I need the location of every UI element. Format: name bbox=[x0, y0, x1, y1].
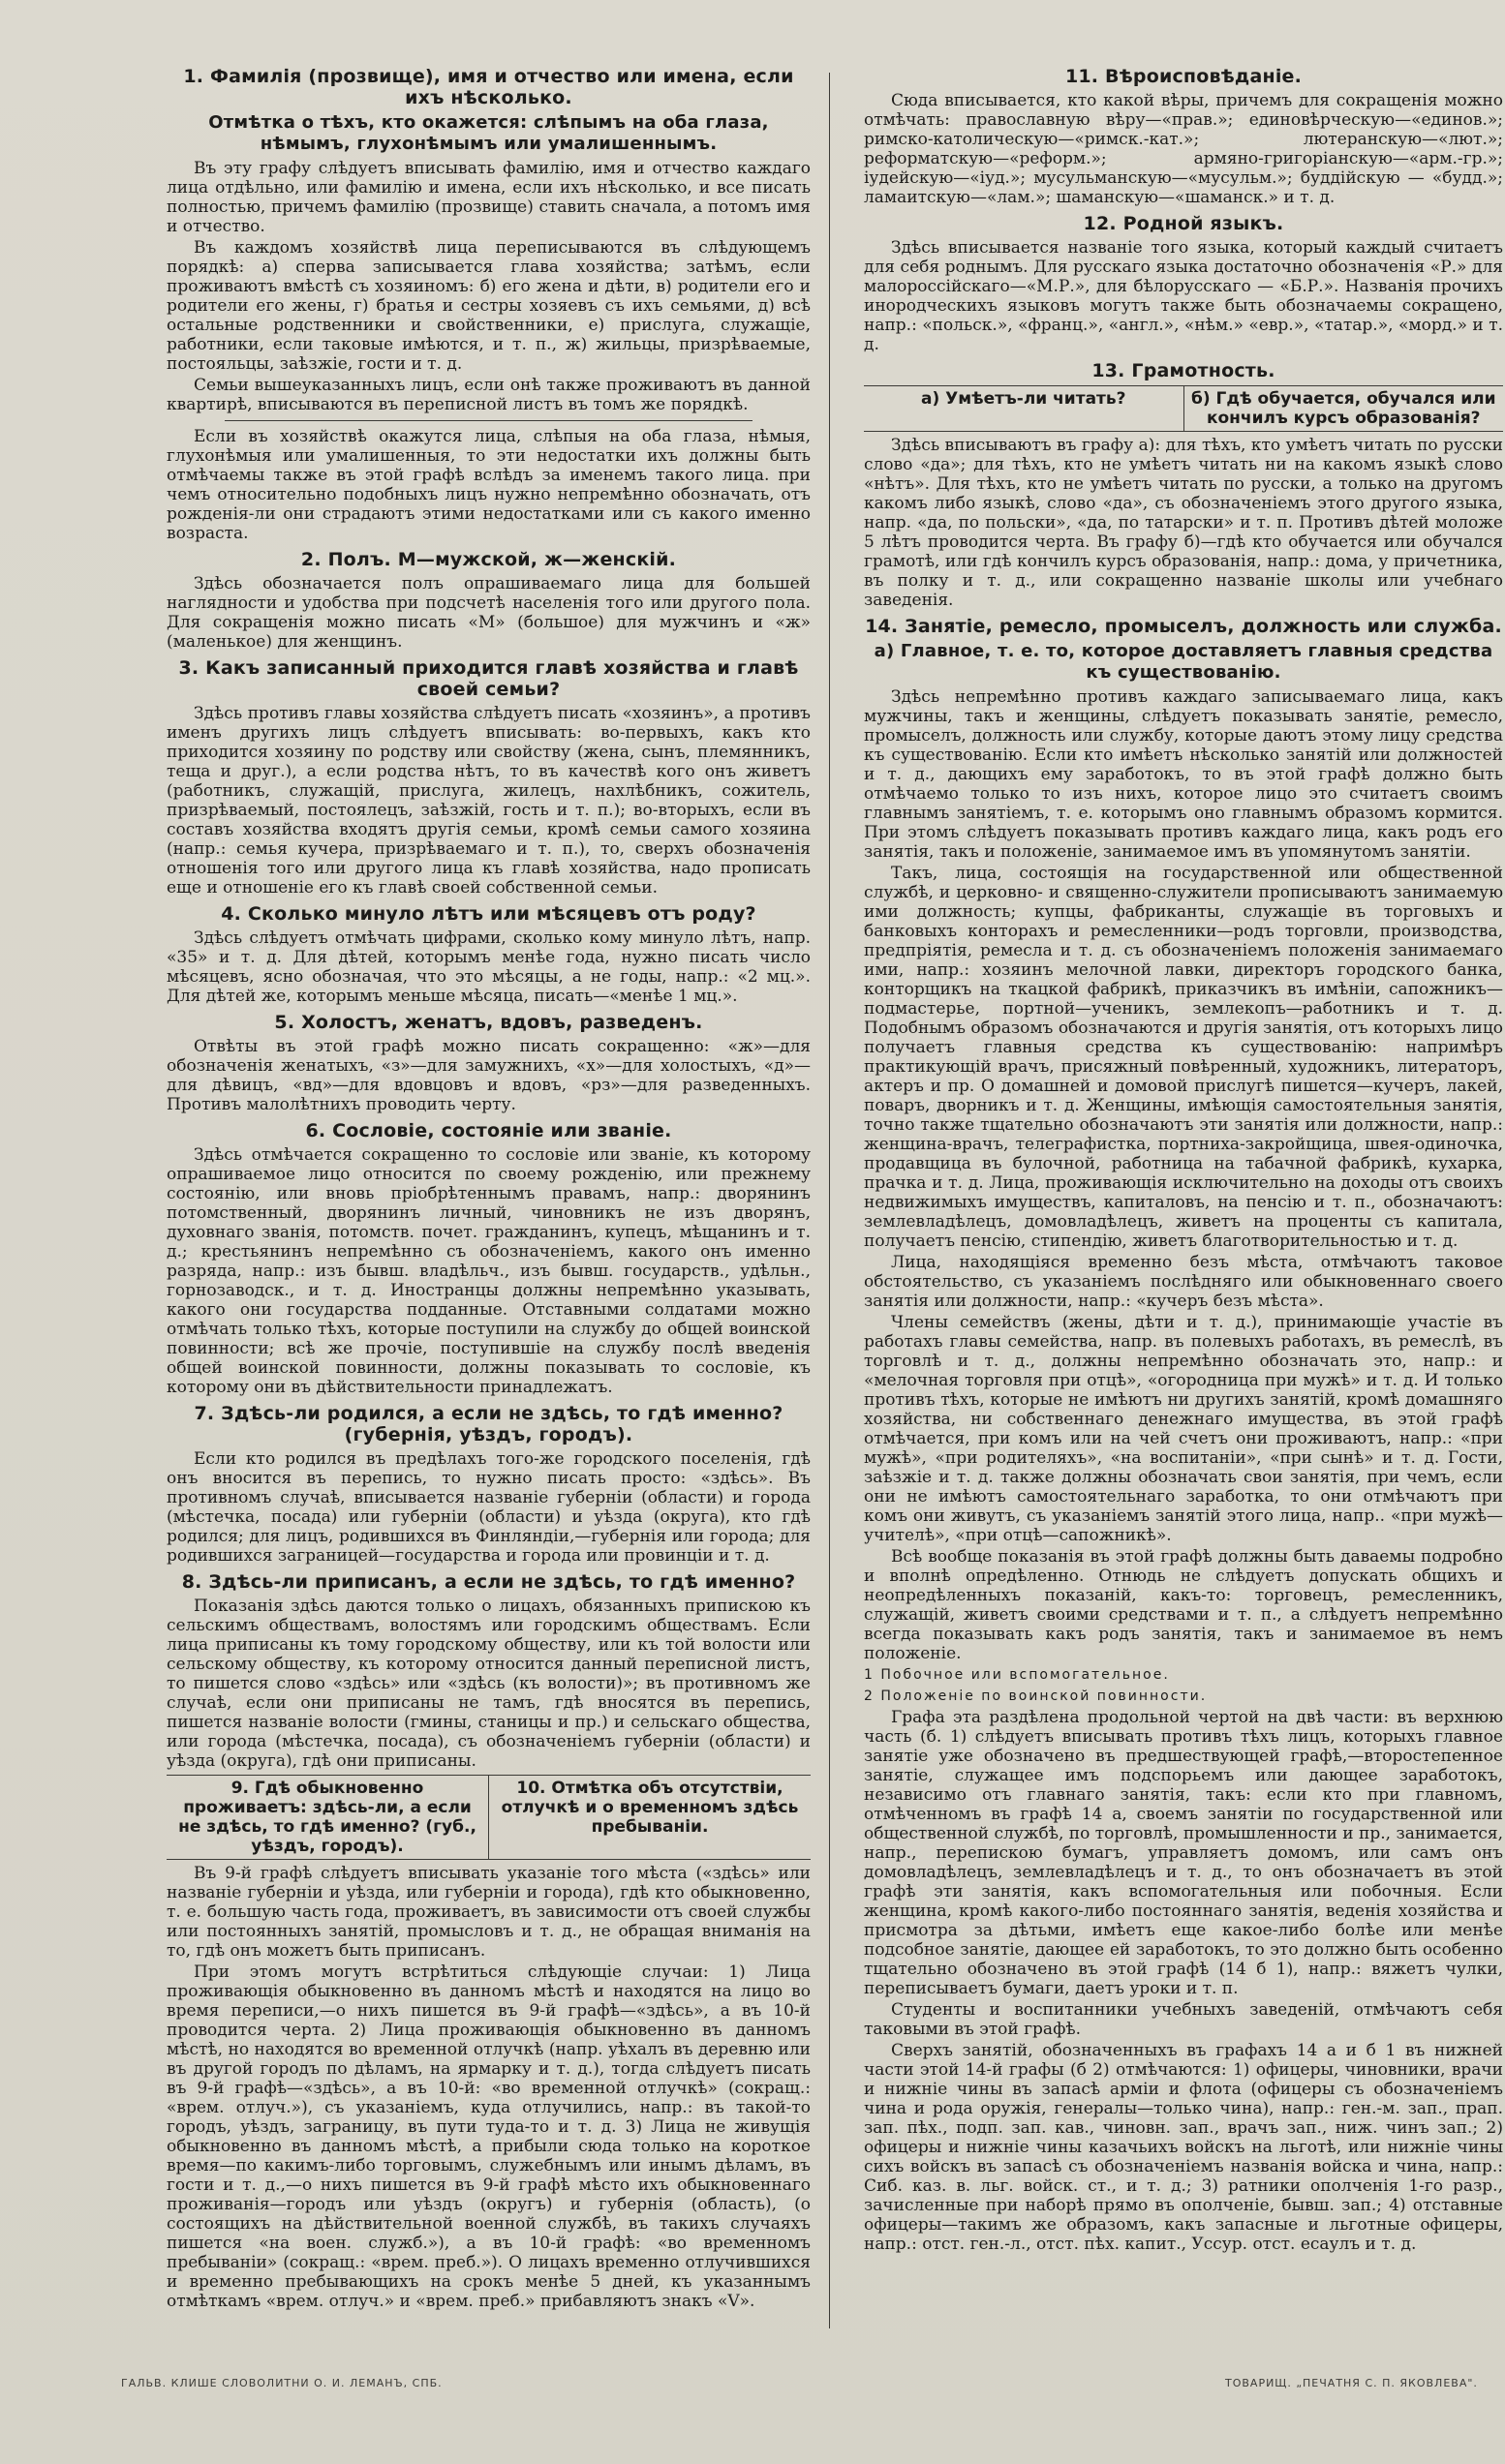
section-14-heading: 14. Занятіе, ремесло, промыселъ, должность или служба. bbox=[865, 616, 1502, 637]
left-column bbox=[167, 60, 811, 2319]
section-8-heading: 8. Здѣсь-ли приписанъ, а если не здѣсь, то гдѣ именно? bbox=[181, 1571, 796, 1593]
paragraph: Студенты и воспитанники учебныхъ заведеній, отмѣчаютъ себя таковыми въ этой графѣ. bbox=[864, 2000, 1503, 2039]
paragraph: Здѣсь обозначается полъ опрашиваемаго лица для большей наглядности и удобства при подсчетѣ населенія того или другого пола. Для сокращенія можно писать «М» (большое) для мужчинъ и «ж» (маленькое) для женщинъ. bbox=[167, 574, 811, 652]
section-9-heading: 9. Гдѣ обыкновенно проживаетъ: здѣсь-ли, а если не здѣсь, то гдѣ именно? (губ., уѣздъ, городъ). bbox=[178, 1779, 476, 1856]
paragraph: Здѣсь противъ главы хозяйства слѣдуетъ писать «хозяинъ», а противъ именъ другихъ лицъ слѣдуетъ вписывать: во-первыхъ, какъ кто приходится хозяину по родству или свойству (жена, сынъ, племянникъ, теща и друг.), а если родства нѣтъ, то въ качествѣ кого онъ живетъ (работникъ, служащій, прислуга, жилецъ, нахлѣбникъ, сожитель, призрѣваемый, постоялецъ, заѣзжій, гость и т. п.); во-вторыхъ, если въ составъ хозяйства входятъ другія семьи, кромѣ семьи самого хозяина (напр.: семья кучера, призрѣваемаго и т. п.), то, сверхъ обозначенія отношенія того или другого лица къ главѣ хозяйства, надо прописать еще и отношеніе его къ главѣ своей собственной семьи. bbox=[167, 704, 811, 897]
paragraph: Въ 9-й графѣ слѣдуетъ вписывать указаніе того мѣста («здѣсь» или названіе губерніи и уѣзда, или губерніи и города), гдѣ кто обыкновенно, т. е. большую часть года, проживаетъ, въ зависимости отъ своей службы или постоянныхъ занятій, промысловъ и т. д., не обращая вниманія на то, гдѣ онъ можетъ быть приписанъ. bbox=[167, 1864, 811, 1961]
paragraph: При этомъ могутъ встрѣтиться слѣдующіе случаи: 1) Лица проживающія обыкновенно въ данномъ мѣстѣ и находятся на лицо во время переписи,—о нихъ пишется въ 9-й графѣ—«здѣсь», а въ 10-й проводится черта. 2) Лица проживающія обыкновенно въ данномъ мѣстѣ, но находятся во временной отлучкѣ (напр. уѣхалъ въ деревню или въ другой городъ по дѣламъ, на ярмарку и т. д.), тогда слѣдуетъ писать въ 9-й графѣ—«здѣсь», а въ 10-й: «во временной отлучкѣ» (сокращ.: «врем. отлуч.»), съ указаніемъ, куда отлучились, напр.: въ такой-то городъ, уѣздъ, заграницу, въ пути туда-то и т. д. 3) Лица не живущія обыкновенно въ данномъ мѣстѣ, а прибыли сюда только на короткое время—по какимъ-либо торговымъ, служебнымъ или инымъ дѣламъ, въ гости и т. д.,—о нихъ пишется въ 9-й графѣ мѣсто ихъ обыкновеннаго проживанія—городъ или уѣздъ (округъ) и губернія (область), (о состоящихъ на дѣйствительной военной службѣ, въ такихъ случаяхъ пишется «на воен. служб.»), а въ 10-й графѣ: «во временномъ пребываніи» (сокращ.: «врем. преб.»). О лицахъ временно отлучившихся и временно пребывающихъ на срокъ менѣе 5 дней, къ указаннымъ отмѣткамъ «врем. отлуч.» и «врем. преб.» прибавляютъ знакъ «V». bbox=[167, 1962, 811, 2311]
column-divider bbox=[829, 73, 830, 2328]
paragraph: Лица, находящіяся временно безъ мѣста, отмѣчаютъ таковое обстоятельство, съ указаніемъ послѣдняго или обыкновеннаго своего занятія или должности, напр.: «кучеръ безъ мѣста». bbox=[864, 1253, 1503, 1311]
paragraph: Показанія здѣсь даются только о лицахъ, обязанныхъ припискою къ сельскимъ обществамъ, волостямъ или городскимъ обществамъ. Если лица приписаны къ тому городскому обществу, или къ той волости или сельскому обществу, къ которому относится данный переписной листъ, то пишется слово «здѣсь» или «здѣсь (къ волости)»; въ противномъ же случаѣ, если они приписаны не тамъ, гдѣ вносятся въ перепись, пишется названіе волости (гмины, станицы и пр.) и сельскаго общества, или города (мѣстечка, посада), съ обозначеніемъ губерніи (области) и уѣзда (округа), гдѣ они приписаны. bbox=[167, 1597, 811, 1771]
section-13-heading: 13. Грамотность. bbox=[1091, 360, 1275, 381]
paragraph: Здѣсь вписываютъ въ графу а): для тѣхъ, кто умѣетъ читать по русски слово «да»; для тѣхъ, кто не умѣетъ читать ни на какомъ языкѣ слово «нѣтъ». Для тѣхъ, кто не умѣетъ читать по русски, а только на другомъ какомъ либо языкѣ, слово «да», съ обозначеніемъ этого другого языка, напр. «да, по польски», «да, по татарски» и т. п. Противъ дѣтей моложе 5 лѣтъ проводится черта. Въ графу б)—гдѣ кто обучается или обучался грамотѣ, или гдѣ кончилъ курсъ образованія, напр.: дома, у причетника, въ полку и т. д., или сокращенно названіе школы или учебнаго заведенія. bbox=[864, 436, 1503, 610]
paragraph: Такъ, лица, состоящія на государственной или общественной службѣ, и церковно- и священно-служители прописываютъ занимаемую ими должность; купцы, фабриканты, служащіе въ торговыхъ и банковыхъ конторахъ и ремесленники—родъ торговли, производства, предпріятія, ремесла и т. д. съ обозначеніемъ положенія занимаемаго ими, напр.: хозяинъ мелочной лавки, директоръ городского банка, конторщикъ на ткацкой фабрикѣ, приказчикъ въ имѣніи, сапожникъ—подмастерье, портной—ученикъ, землекопъ—работникъ и т. д. Подобнымъ образомъ обозначаются и другія занятія, отъ которыхъ лицо получаетъ главныя средства къ существованію: напримѣръ практикующій врачъ, присяжный повѣренный, художникъ, литераторъ, актеръ и пр. О домашней и домовой прислугѣ пишется—кучеръ, лакей, поваръ, дворникъ и т. д. Женщины, имѣющія самостоятельныя занятія, точно также тщательно обозначаютъ эти занятія или должности, напр.: женщина-врачъ, телеграфистка, портниха-закройщица, швея-одиночка, продавщица въ булочной, работница на табачной фабрикѣ, кухарка, прачка и т. д. Лица, проживающія исключительно на доходы отъ своихъ недвижимыхъ имуществъ, капиталовъ, на пенсію и т. п., обозначаютъ: землевладѣлецъ, домовладѣлецъ, живетъ на проценты съ капитала, получаетъ пенсію, стипендію, живетъ благотворительностью и т. д. bbox=[864, 864, 1503, 1251]
section-10-heading: 10. Отмѣтка объ отсутствіи, отлучкѣ и о временномъ здѣсь пребываніи. bbox=[488, 1776, 811, 1859]
section-13a-heading: а) Умѣетъ-ли читать? bbox=[920, 389, 1126, 409]
paragraph: Если кто родился въ предѣлахъ того-же городского поселенія, гдѣ онъ вносится въ перепись, то нужно писать просто: «здѣсь». Въ противномъ случаѣ, вписывается названіе губерніи (области) и города (мѣстечка, посада) или губерніи (области) и уѣзда (округа), кто гдѣ родился; для лицъ, родившихся въ Финляндіи,—губернія или города; для родившихся заграницей—государства и города или провинціи и т. д. bbox=[167, 1449, 811, 1566]
printer-credit-right: ТОВАРИЩ. „ПЕЧАТНЯ С. П. ЯКОВЛЕВА". bbox=[1225, 2377, 1478, 2389]
printer-credit-left: ГАЛЬВ. КЛИШЕ СЛОВОЛИТНИ О. И. ЛЕМАНЪ, СПБ. bbox=[121, 2377, 443, 2389]
paragraph: Члены семействъ (жены, дѣти и т. д.), принимающіе участіе въ работахъ главы семейства, напр. въ полевыхъ работахъ, въ ремеслѣ, въ торговлѣ и т. д., должны непремѣнно обозначать это, напр.: и «мелочная торговля при отцѣ», «огородница при мужѣ» и т. д. И только противъ тѣхъ, которые не имѣютъ ни другихъ занятій, кромѣ домашняго хозяйства, ни собственнаго денежнаго имущества, въ этой графѣ отмѣчается, при комъ или на чей счетъ они проживаютъ, напр.: «при мужѣ», «при родителяхъ», «на воспитаніи», «при сынѣ» и т. д. Гости, заѣзжіе и т. д. также должны обозначать свои занятія, при чемъ, если они не имѣютъ самостоятельнаго заработка, то они отмѣчаютъ при комъ они живутъ, съ указаніемъ занятій этого лица, напр.. «при мужѣ—учителѣ», «при отцѣ—сапожникѣ». bbox=[864, 1313, 1503, 1545]
sections-9-10-heading-row bbox=[167, 1775, 811, 1860]
section-2-heading: 2. Полъ. М—мужской, ж—женскій. bbox=[300, 549, 677, 570]
paragraph: Здѣсь отмѣчается сокращенно то сословіе или званіе, къ которому опрашиваемое лицо относится по своему рожденію, или прежнему состоянію, или вновь пріобрѣтеннымъ правамъ, напр.: дворянинъ потомственный, дворянинъ личный, чиновникъ не изъ дворянъ, духовнаго званія, потомств. почет. гражданинъ, купецъ, мѣщанинъ и т. д.; крестьянинъ непремѣнно съ обозначеніемъ, какого онъ именно разряда, напр.: изъ бывш. владѣльч., изъ бывш. государств., удѣльн., горнозаводск., и т. д. Иностранцы должны непремѣнно указывать, какого они государства подданные. Отставными солдатами можно отмѣчать только тѣхъ, которые поступили на службу до общей воинской повинности; всѣ же прочіе, поступившіе на службу послѣ введенія общей воинской повинности, должны показывать то сословіе, къ которому они въ дѣйствительности принадлежатъ. bbox=[167, 1145, 811, 1397]
divider bbox=[225, 420, 752, 421]
section-6-heading: 6. Сословіе, состояніе или званіе. bbox=[305, 1120, 672, 1141]
section-11-heading: 11. Вѣроисповѣданіе. bbox=[1064, 66, 1303, 87]
section-5-heading: 5. Холостъ, женатъ, вдовъ, разведенъ. bbox=[274, 1012, 703, 1033]
section-4-heading: 4. Сколько минуло лѣтъ или мѣсяцевъ отъ роду? bbox=[221, 903, 756, 925]
paragraph: Сюда вписывается, кто какой вѣры, причемъ для сокращенія можно отмѣчать: православную вѣру—«прав.»; единовѣрческую—«единов.»; римско-католическую—«римск.-кат.»; лютеранскую—«лют.»; реформатскую—«реформ.»; армяно-григоріанскую—«арм.-гр.»; іудейскую—«іуд.»; мусульманскую—«мусульм.»; буддійскую — «будд.»; ламаитскую—«лам.»; шаманскую—«шаманск.» и т. д. bbox=[864, 91, 1503, 207]
section-14b2-heading: 2 Положеніе по воинской повинности. bbox=[864, 1688, 1208, 1704]
section-7-heading: 7. Здѣсь-ли родился, а если не здѣсь, то гдѣ именно? (губернія, уѣздъ, городъ). bbox=[194, 1403, 783, 1445]
section-14b1-heading: 1 Побочное или вспомогательное. bbox=[864, 1667, 1170, 1683]
section-13-subheading-row bbox=[864, 385, 1503, 432]
paragraph: Здѣсь непремѣнно противъ каждаго записываемаго лица, какъ мужчины, такъ и женщины, слѣдуетъ показывать занятіе, ремесло, промыселъ, должность или службу, которые даютъ этому лицу средства къ существованію. Если кто имѣетъ нѣсколько занятій или должностей и т. д., дающихъ ему заработокъ, то въ этой графѣ должно быть отмѣчаемо только то изъ нихъ, которое лицо это считаетъ своимъ главнымъ занятіемъ, т. е. которымъ оно главнымъ образомъ кормится. При этомъ слѣдуетъ показывать противъ каждаго лица, какъ родъ его занятія, такъ и положеніе, занимаемое имъ въ упомянутомъ занятіи. bbox=[864, 687, 1503, 862]
paragraph: Графа эта раздѣлена продольной чертой на двѣ части: въ верхнюю часть (б. 1) слѣдуетъ вписывать противъ тѣхъ лицъ, которыхъ главное занятіе уже обозначено въ предшествующей графѣ,—второстепенное занятіе, служащее имъ подспорьемъ или дающее заработокъ, независимо отъ главнаго занятія, такъ: если кто при главномъ, отмѣченномъ въ графѣ 14 а, своемъ занятіи по государственной или общественной службѣ, по торговлѣ, промышленности и пр., занимается, напр., перепискою бумагъ, управляетъ домомъ, или самъ онъ домовладѣлецъ, землевладѣлецъ и т. д., то онъ обозначаетъ въ этой графѣ эти занятія, какъ вспомогательныя или побочныя. Если женщина, кромѣ какого-либо постояннаго занятія, веденія хозяйства и присмотра за дѣтьми, имѣетъ еще какое-либо болѣе или менѣе подсобное занятіе, дающее ей заработокъ, то это должно быть особенно тщательно обозначено въ этой графѣ (14 б 1), напр.: вяжетъ чулки, переписываетъ бумаги, даетъ уроки и т. п. bbox=[864, 1708, 1503, 1998]
section-1-heading: 1. Фамилія (прозвище), имя и отчество или имена, если ихъ нѣсколько. bbox=[183, 66, 794, 108]
paragraph: Здѣсь вписывается названіе того языка, который каждый считаетъ для себя роднымъ. Для русскаго языка достаточно обозначенія «Р.» для малороссійскаго—«М.Р.», для бѣлорусскаго — «Б.Р.». Названія прочихъ инородческихъ языковъ могутъ также быть обозначаемы сокращено, напр.: «польск.», «франц.», «англ.», «нѣм.» «евр.», «татар.», «морд.» и т. д. bbox=[864, 238, 1503, 354]
paragraph: Въ каждомъ хозяйствѣ лица переписываются въ слѣдующемъ порядкѣ: а) сперва записывается глава хозяйства; затѣмъ, если проживаютъ вмѣстѣ съ хозяиномъ: б) его жена и дѣти, в) родители его и родители его жены, г) братья и сестры хозяевъ съ ихъ семьями, д) всѣ остальные родственники и свойственники, е) прислуга, служащіе, работники, если таковые имѣются, и т. п., ж) жильцы, призрѣваемые, постояльцы, заѣзжіе, гости и т. д. bbox=[167, 238, 811, 374]
paragraph: Сверхъ занятій, обозначенныхъ въ графахъ 14 а и б 1 въ нижней части этой 14-й графы (б 2) отмѣчаются: 1) офицеры, чиновники, врачи и нижніе чины въ запасѣ арміи и флота (офицеры съ обозначеніемъ чина и рода оружія, генералы—только чина), напр.: ген.-м. зап., прап. зап. пѣх., подп. зап. кав., чиновн. зап., врачъ зап., ниж. чинъ зап.; 2) офицеры и нижніе чины казачьихъ войскъ на льготѣ, или нижніе чины сихъ войскъ въ запасѣ съ обозначеніемъ названія войска и чина, напр.: Сиб. каз. в. льг. войск. ст., и т. д.; 3) ратники ополченія 1-го разр., зачисленные при наборѣ прямо въ ополченіе, бывш. зап.; 4) отставные офицеры—такимъ же образомъ, какъ запасные и льготные офицеры, напр.: отст. ген.-л., отст. пѣх. капит., Уссур. отст. есаулъ и т. д. bbox=[864, 2041, 1503, 2254]
paragraph: Отвѣты въ этой графѣ можно писать сокращенно: «ж»—для обозначенія женатыхъ, «з»—для замужнихъ, «х»—для холостыхъ, «д»—для дѣвицъ, «вд»—для вдовцовъ и вдовъ, «рз»—для разведенныхъ. Противъ малолѣтнихъ проводить черту. bbox=[167, 1037, 811, 1114]
right-column bbox=[864, 60, 1503, 2319]
paragraph: Въ эту графу слѣдуетъ вписывать фамилію, имя и отчество каждаго лица отдѣльно, или фамилію и имена, если ихъ нѣсколько, и все писать полностью, причемъ фамилію (прозвище) ставить сначала, а потомъ имя и отчество. bbox=[167, 159, 811, 236]
section-14a-heading: а) Главное, т. е. то, которое доставляетъ главныя средства къ существованію. bbox=[874, 641, 1493, 683]
section-13b-heading: б) Гдѣ обучается, обучался или кончилъ курсъ образованія? bbox=[1183, 386, 1504, 431]
section-3-heading: 3. Какъ записанный приходится главѣ хозяйства и главѣ своей семьи? bbox=[178, 657, 799, 700]
paragraph: Здѣсь слѣдуетъ отмѣчать цифрами, сколько кому минуло лѣтъ, напр. «35» и т. д. Для дѣтей, которымъ менѣе года, нужно писать число мѣсяцевъ, ясно обозначая, что это мѣсяцы, а не годы, напр.: «2 мц.». Для дѣтей же, которымъ меньше мѣсяца, писать—«менѣе 1 мц.». bbox=[167, 928, 811, 1006]
paragraph: Если въ хозяйствѣ окажутся лица, слѣпыя на оба глаза, нѣмыя, глухонѣмыя или умалишенныя, то эти недостатки ихъ должны быть отмѣчаемы также въ этой графѣ вслѣдъ за именемъ такого лица. при чемъ относительно подобныхъ лицъ нужно непремѣнно обозначать, отъ рожденія-ли они страдаютъ этими недостатками или съ какого именно возраста. bbox=[167, 427, 811, 543]
section-12-heading: 12. Родной языкъ. bbox=[1083, 213, 1284, 234]
paragraph: Всѣ вообще показанія въ этой графѣ должны быть даваемы подробно и вполнѣ опредѣленно. Отнюдь не слѣдуетъ допускать общихъ и неопредѣленныхъ показаній, какъ-то: торговецъ, ремесленникъ, служащій, живетъ своими средствами и т. п., а слѣдуетъ непремѣнно всегда показывать какъ родъ занятія, такъ и занимаемое въ немъ положеніе. bbox=[864, 1547, 1503, 1663]
paragraph: Семьи вышеуказанныхъ лицъ, если онѣ также проживаютъ въ данной квартирѣ, вписываются въ переписной листъ въ томъ же порядкѣ. bbox=[167, 376, 811, 414]
section-1-subheading: Отмѣтка о тѣхъ, кто окажется: слѣпымъ на оба глаза, нѣмымъ, глухонѣмымъ или умалишеннымъ. bbox=[208, 112, 769, 154]
